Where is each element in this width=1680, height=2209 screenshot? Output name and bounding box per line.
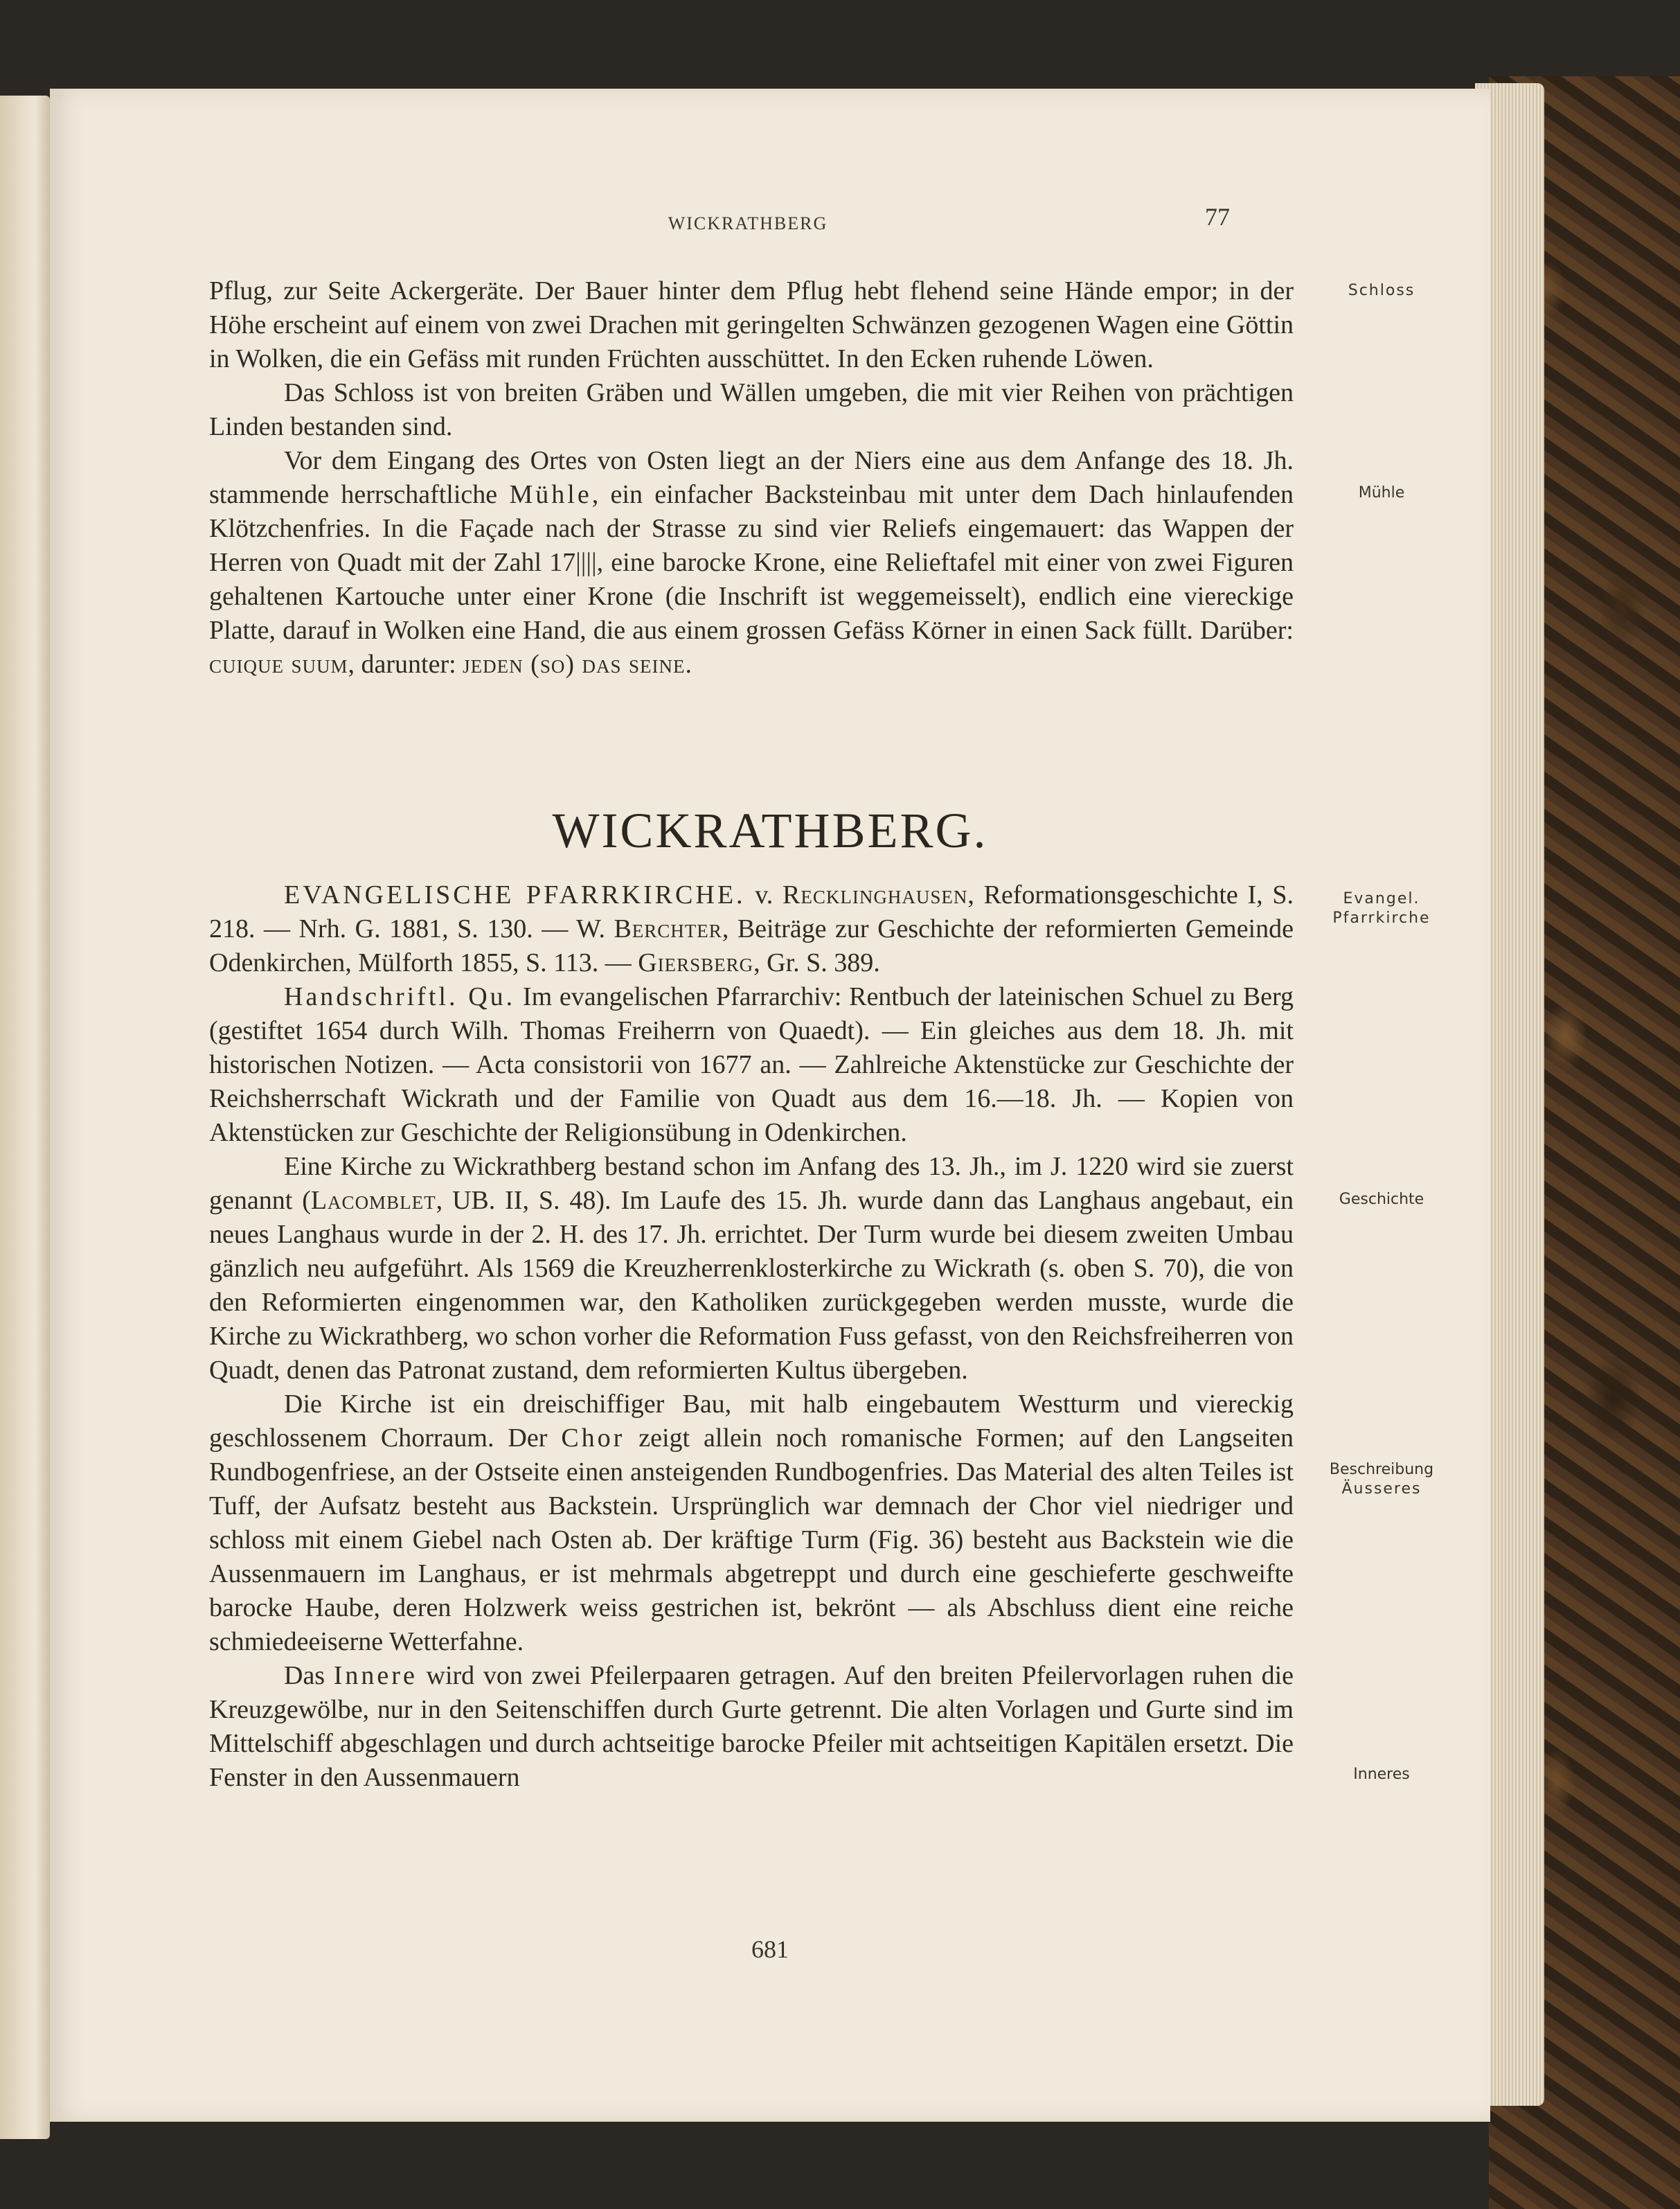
text-run: , ein einfacher Backsteinbau mit unter dem Dach hinlaufenden Klötzchenfries. In die Façade nach der Strasse zu sind vier Reliefs eingemauert: das Wappen der Herren von Quadt mit der Zahl 17||||, eine barocke Krone, eine Relieftafel mit einer von zwei Figuren gehaltenen Kartouche unter einer Krone (die Inschrift ist weggemeisselt), endlich eine viereckige Platte, darauf in Wolken eine Hand, die aus einem grossen Gefäss Körner in einen Sack füllt. Darüber: <box>209 480 1294 645</box>
text-run: zeigt allein noch romanische Formen; auf den Langseiten Rundbogenfriese, an der Ostseite einen ansteigenden Rundbogenfries. Das Material des alten Teiles ist Tuff, der Aufsatz besteht aus Backstein. Ursprünglich war demnach der Chor viel niedriger und schloss mit einem Giebel nach Osten ab. Der kräftige Turm (Fig. 36) besteht aus Backstein wie die Aussenmauern im Langhaus, er ist mehrmals abgetreppt und durch eine geschieferte geschweifte barocke Haube, deren Holzwerk weiss gestrichen ist, bekrönt — als Abschluss dient eine reiche schmiedeeiserne Wetterfahne. <box>209 1423 1294 1656</box>
margin-note-line: Pfarrkirche <box>1332 910 1431 927</box>
heading-text: EVANGELISCHE PFARRKIRCHE. <box>284 880 746 910</box>
facing-page-edge <box>0 96 50 2139</box>
author-name: Lacomblet <box>310 1186 436 1215</box>
emphasis-text: Mühle <box>509 480 592 509</box>
text-run: , Gr. S. 389. <box>753 948 880 977</box>
text-run: Im evangelischen Pfarrarchiv: Rentbuch der lateinischen Schuel zu Berg (gestiftet 1654 durch Wilh. Thomas Freiherrn von Quaedt). — Ein gleiches aus dem 18. Jh. mit historischen Notizen. — Acta consistorii von 1677 an. — Zahlreiche Aktenstücke zur Geschichte der Reichsherrschaft Wickrath und der Familie von Quadt aus dem 16.—18. Jh. — Kopien von Aktenstücken zur Geschichte der Religionsübung in Odenkirchen. <box>209 982 1294 1147</box>
paragraph <box>209 1659 1294 1795</box>
margin-note-evangel <box>1309 889 1454 928</box>
book-page <box>50 89 1490 2122</box>
text-run: Das <box>284 1661 334 1690</box>
page-number-bottom: 681 <box>751 1935 789 1963</box>
margin-note-line: Evangel. <box>1343 890 1420 907</box>
paragraph <box>209 444 1294 682</box>
emphasis-text: Chor <box>561 1423 625 1453</box>
margin-note-line: Äusseres <box>1341 1480 1422 1498</box>
paragraph: Das Schloss ist von breiten Gräben und Wällen umgeben, die mit vier Reihen von prächtigen Linden bestanden sind. <box>209 378 1294 441</box>
margin-note-beschreibung <box>1309 1460 1454 1499</box>
text-run: , darunter: <box>348 650 463 679</box>
paragraph <box>209 980 1294 1150</box>
author-name: Recklinghausen <box>783 880 968 910</box>
top-section <box>209 274 1294 682</box>
text-run: , UB. II, S. 48). Im Laufe des 15. Jh. wurde dann das Langhaus angebaut, ein neues Langhaus wurde in der 2. H. des 17. Jh. errichtet. Der Turm wurde bei diesem zweiten Umbau gänzlich neu aufgeführt. Als 1569 die Kreuzherrenklosterkirche zu Wickrath (s. oben S. 70), die von den Reformierten eingenommen war, den Katholiken zurückgegeben werden musste, wurde die Kirche zu Wickrathberg, wo schon vorher die Reformation Fuss gefasst, von den Reichsfreiherren von Quadt, denen das Patronat zustand, dem reformierten Kultus übergeben. <box>209 1186 1294 1385</box>
inscription-text: cuique suum <box>209 650 348 679</box>
text-run: Vor dem Eingang des Ortes von Osten liegt an der Niers eine aus dem Anfange des 18. Jh. stammende herrschaftliche <box>209 446 1294 509</box>
paragraph: Pflug, zur Seite Ackergeräte. Der Bauer hinter dem Pflug hebt flehend seine Hände empor; in der Höhe erscheint auf einem von zwei Drachen mit geringelten Schwänzen gezogenen Wagen eine Göttin in Wolken, die ein Gefäss mit runden Früchten ausschüttet. In den Ecken ruhende Löwen. <box>209 276 1294 373</box>
paragraph <box>209 878 1294 980</box>
page-number-top: 77 <box>1205 203 1230 231</box>
text-run: , Beiträge zur Geschichte der reformierten Gemeinde Odenkirchen, Mülforth 1855, S. 113. — <box>209 914 1294 977</box>
paragraph <box>209 1387 1294 1659</box>
inscription-text: jeden (so) das seine <box>463 650 686 679</box>
author-name: Giersberg <box>638 948 754 977</box>
margin-note-schloss: Schloss <box>1348 282 1415 299</box>
text-run: Eine Kirche zu Wickrathberg bestand schon im Anfang des 13. Jh., im J. 1220 wird sie zuerst genannt ( <box>209 1152 1294 1215</box>
text-run: . <box>685 650 692 679</box>
margin-note-line: Beschreibung <box>1329 1461 1434 1478</box>
margin-note-geschichte: Geschichte <box>1339 1191 1424 1208</box>
emphasis-text: Innere <box>333 1661 418 1690</box>
text-run: v. <box>745 880 783 910</box>
author-name: Berchter <box>614 914 722 943</box>
paragraph <box>209 1150 1294 1387</box>
text-run: Die Kirche ist ein dreischiffiger Bau, mit halb eingebautem Westturm und viereckig geschlossenem Chorraum. Der <box>209 1390 1294 1453</box>
text-run: , Reformationsgeschichte I, S. 218. — Nrh. G. 1881, S. 130. — W. <box>209 880 1294 943</box>
margin-note-inneres: Inneres <box>1353 1766 1410 1783</box>
margin-note-muehle: Mühle <box>1358 484 1405 502</box>
heading-text: Handschriftl. Qu. <box>284 982 516 1011</box>
section-title: WICKRATHBERG. <box>552 803 988 858</box>
running-head: WICKRATHBERG <box>668 213 828 233</box>
main-section <box>209 878 1294 1795</box>
text-run: wird von zwei Pfeilerpaaren getragen. Auf den breiten Pfeilervorlagen ruhen die Kreuzgewölbe, nur in den Seitenschiffen durch Gurte getrennt. Die alten Vorlagen und Gurte sind im Mittelschiff abgeschlagen und durch achtseitige barocke Pfeiler mit achtseitigen Kapitälen ersetzt. Die Fenster in den Aussenmauern <box>209 1661 1294 1792</box>
